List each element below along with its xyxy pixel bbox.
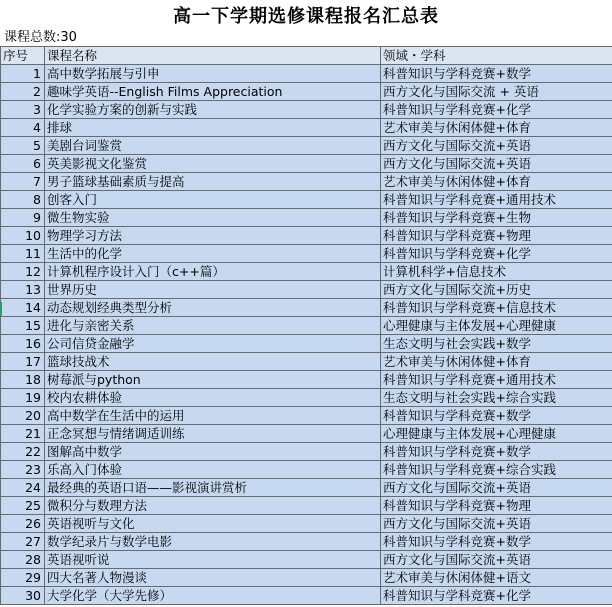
table-row <box>1 83 612 101</box>
cell-course-name[interactable]: 物理学习方法 <box>45 227 381 245</box>
cell-no[interactable]: 19 <box>1 389 45 407</box>
table-row <box>1 587 612 605</box>
table-row <box>1 299 612 317</box>
active-row-marker <box>0 302 2 316</box>
cell-course-name[interactable]: 化学实验方案的创新与实践 <box>45 101 381 119</box>
cell-course-name[interactable]: 美剧台词鉴赏 <box>45 137 381 155</box>
table-row <box>1 101 612 119</box>
course-table <box>0 46 612 605</box>
table-row <box>1 65 612 83</box>
cell-area[interactable]: 西方文化与国际交流+英语 <box>381 551 612 569</box>
cell-course-name[interactable]: 生活中的化学 <box>45 245 381 263</box>
cell-course-name[interactable]: 动态规划经典类型分析 <box>45 299 381 317</box>
cell-area[interactable]: 西方文化与国际交流+英语 <box>381 515 612 533</box>
cell-no[interactable]: 17 <box>1 353 45 371</box>
cell-course-name[interactable]: 四大名著人物漫谈 <box>45 569 381 587</box>
cell-no[interactable]: 7 <box>1 173 45 191</box>
cell-course-name[interactable]: 大学化学（大学先修） <box>45 587 381 605</box>
cell-no[interactable]: 26 <box>1 515 45 533</box>
table-row <box>1 281 612 299</box>
cell-no[interactable]: 13 <box>1 281 45 299</box>
cell-area[interactable]: 生态文明与社会实践+综合实践 <box>381 389 612 407</box>
cell-course-name[interactable]: 计算机程序设计入门（c++篇） <box>45 263 381 281</box>
cell-area[interactable]: 科普知识与学科竞赛+数学 <box>381 443 612 461</box>
cell-area[interactable]: 艺术审美与休闲体健+体育 <box>381 353 612 371</box>
table-row <box>1 569 612 587</box>
table-row <box>1 479 612 497</box>
table-row <box>1 173 612 191</box>
cell-area[interactable]: 科普知识与学科竞赛+综合实践 <box>381 461 612 479</box>
cell-no[interactable]: 1 <box>1 65 45 83</box>
cell-area[interactable]: 科普知识与学科竞赛+通用技术 <box>381 191 612 209</box>
cell-course-name[interactable]: 篮球技战术 <box>45 353 381 371</box>
table-row <box>1 137 612 155</box>
cell-area[interactable]: 心理健康与主体发展+心理健康 <box>381 317 612 335</box>
table-row <box>1 335 612 353</box>
cell-no[interactable]: 28 <box>1 551 45 569</box>
cell-course-name[interactable]: 微生物实验 <box>45 209 381 227</box>
table-row <box>1 443 612 461</box>
cell-area[interactable]: 西方文化与国际交流+历史 <box>381 281 612 299</box>
cell-area[interactable]: 艺术审美与休闲体健+语文 <box>381 569 612 587</box>
cell-course-name[interactable]: 校内农耕体验 <box>45 389 381 407</box>
cell-area[interactable]: 生态文明与社会实践+数学 <box>381 335 612 353</box>
cell-area[interactable]: 计算机科学+信息技术 <box>381 263 612 281</box>
header-name[interactable]: 课程名称 <box>45 47 381 65</box>
cell-area[interactable]: 科普知识与学科竞赛+数学 <box>381 407 612 425</box>
course-count[interactable]: 课程总数:30 <box>0 30 612 46</box>
cell-course-name[interactable]: 进化与亲密关系 <box>45 317 381 335</box>
cell-course-name[interactable]: 公司信贷金融学 <box>45 335 381 353</box>
cell-no[interactable]: 29 <box>1 569 45 587</box>
cell-no[interactable]: 20 <box>1 407 45 425</box>
header-no[interactable]: 序号 <box>1 47 45 65</box>
cell-no[interactable]: 2 <box>1 83 45 101</box>
cell-area[interactable]: 科普知识与学科竞赛+数学 <box>381 65 612 83</box>
cell-no[interactable]: 24 <box>1 479 45 497</box>
cell-no[interactable]: 12 <box>1 263 45 281</box>
table-row <box>1 533 612 551</box>
cell-no[interactable]: 11 <box>1 245 45 263</box>
cell-course-name[interactable]: 排球 <box>45 119 381 137</box>
table-row <box>1 263 612 281</box>
sheet-title[interactable]: 高一下学期选修课程报名汇总表 <box>0 0 612 30</box>
cell-no[interactable]: 9 <box>1 209 45 227</box>
cell-area[interactable]: 西方文化与国际交流 + 英语 <box>381 83 612 101</box>
cell-course-name[interactable]: 英美影视文化鉴赏 <box>45 155 381 173</box>
cell-course-name[interactable]: 高中数学拓展与引申 <box>45 65 381 83</box>
table-row <box>1 551 612 569</box>
cell-area[interactable]: 西方文化与国际交流+英语 <box>381 137 612 155</box>
table-row <box>1 119 612 137</box>
cell-course-name[interactable]: 最经典的英语口语——影视演讲赏析 <box>45 479 381 497</box>
cell-area[interactable]: 心理健康与主体发展+心理健康 <box>381 425 612 443</box>
cell-area[interactable]: 科普知识与学科竞赛+信息技术 <box>381 299 612 317</box>
table-row <box>1 227 612 245</box>
cell-area[interactable]: 西方文化与国际交流+英语 <box>381 479 612 497</box>
cell-area[interactable]: 艺术审美与休闲体健+体育 <box>381 173 612 191</box>
table-row <box>1 515 612 533</box>
cell-area[interactable]: 科普知识与学科竞赛+生物 <box>381 209 612 227</box>
cell-no[interactable]: 27 <box>1 533 45 551</box>
cell-course-name[interactable]: 高中数学在生活中的运用 <box>45 407 381 425</box>
table-row <box>1 407 612 425</box>
table-row <box>1 317 612 335</box>
table-row <box>1 191 612 209</box>
cell-no[interactable]: 25 <box>1 497 45 515</box>
cell-no[interactable]: 5 <box>1 137 45 155</box>
cell-no[interactable]: 4 <box>1 119 45 137</box>
cell-no[interactable]: 23 <box>1 461 45 479</box>
cell-course-name[interactable]: 乐高入门体验 <box>45 461 381 479</box>
table-row <box>1 371 612 389</box>
cell-course-name[interactable]: 英语视听与文化 <box>45 515 381 533</box>
table-row <box>1 497 612 515</box>
cell-area[interactable]: 科普知识与学科竞赛+物理 <box>381 497 612 515</box>
cell-area[interactable]: 西方文化与国际交流+英语 <box>381 155 612 173</box>
table-row <box>1 389 612 407</box>
cell-area[interactable]: 科普知识与学科竞赛+化学 <box>381 245 612 263</box>
header-row <box>1 47 612 65</box>
cell-no[interactable]: 6 <box>1 155 45 173</box>
cell-area[interactable]: 科普知识与学科竞赛+通用技术 <box>381 371 612 389</box>
cell-no[interactable]: 18 <box>1 371 45 389</box>
cell-area[interactable]: 科普知识与学科竞赛+物理 <box>381 227 612 245</box>
cell-no[interactable]: 3 <box>1 101 45 119</box>
cell-no[interactable]: 16 <box>1 335 45 353</box>
cell-course-name[interactable]: 数学纪录片与数学电影 <box>45 533 381 551</box>
cell-no[interactable]: 22 <box>1 443 45 461</box>
cell-course-name[interactable]: 微积分与数理方法 <box>45 497 381 515</box>
cell-course-name[interactable]: 世界历史 <box>45 281 381 299</box>
table-row <box>1 245 612 263</box>
table-row <box>1 155 612 173</box>
cell-no[interactable]: 14 <box>1 299 45 317</box>
table-row <box>1 209 612 227</box>
table-row <box>1 353 612 371</box>
cell-no[interactable]: 10 <box>1 227 45 245</box>
table-row <box>1 461 612 479</box>
cell-no[interactable]: 15 <box>1 317 45 335</box>
cell-area[interactable]: 科普知识与学科竞赛+数学 <box>381 533 612 551</box>
cell-course-name[interactable]: 趣味学英语--English Films Appreciation <box>45 83 381 101</box>
header-area[interactable]: 领域・学科 <box>381 47 612 65</box>
cell-course-name[interactable]: 创客入门 <box>45 191 381 209</box>
cell-no[interactable]: 21 <box>1 425 45 443</box>
cell-course-name[interactable]: 图解高中数学 <box>45 443 381 461</box>
cell-area[interactable]: 艺术审美与休闲体健+体育 <box>381 119 612 137</box>
cell-area[interactable]: 科普知识与学科竞赛+化学 <box>381 587 612 605</box>
cell-area[interactable]: 科普知识与学科竞赛+化学 <box>381 101 612 119</box>
cell-course-name[interactable]: 树莓派与python <box>45 371 381 389</box>
cell-course-name[interactable]: 正念冥想与情绪调适训练 <box>45 425 381 443</box>
cell-no[interactable]: 30 <box>1 587 45 605</box>
cell-course-name[interactable]: 男子篮球基础素质与提高 <box>45 173 381 191</box>
cell-course-name[interactable]: 英语视听说 <box>45 551 381 569</box>
cell-no[interactable]: 8 <box>1 191 45 209</box>
table-row <box>1 425 612 443</box>
